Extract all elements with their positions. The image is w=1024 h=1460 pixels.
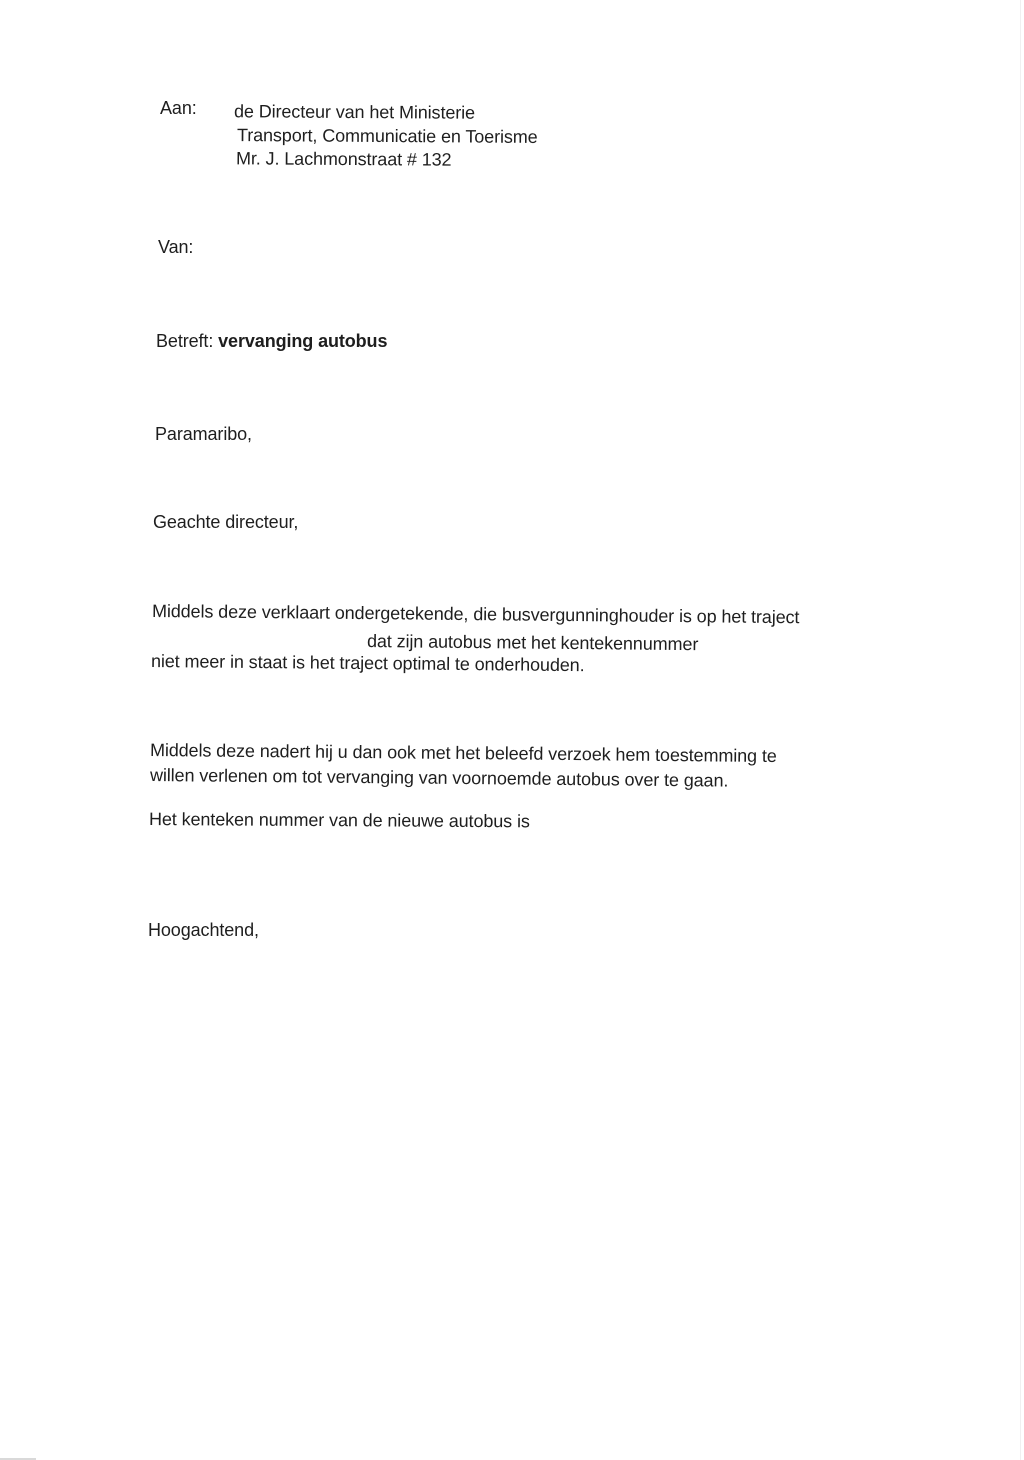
paragraph1-line3: niet meer in staat is het traject optimal te onderhouden. [150, 651, 585, 676]
paragraph2-line2: willen verlenen om tot vervanging van voornoemde autobus over te gaan. [149, 765, 729, 791]
place: Paramaribo, [155, 424, 252, 444]
paragraph2-line1: Middels deze nadert hij u dan ook met het beleefd verzoek hem toestemming te [149, 740, 777, 767]
subject-value: vervanging autobus [218, 331, 388, 351]
salutation: Geachte directeur, [153, 512, 299, 532]
to-line-director: de Directeur van het Ministerie [233, 101, 476, 123]
closing: Hoogachtend, [148, 920, 259, 940]
subject-label: Betreft: [156, 331, 214, 351]
paragraph1-line2: dat zijn autobus met het kentekennummer [366, 631, 699, 655]
to-line-address: Mr. J. Lachmonstraat # 132 [235, 148, 452, 170]
to-label: Aan: [160, 98, 197, 118]
from-label: Van: [158, 237, 194, 257]
paragraph3: Het kenteken nummer van de nieuwe autobus is [148, 809, 530, 832]
paragraph1-line1: Middels deze verklaart ondergetekende, die busvergunninghouder is op het traject [151, 601, 800, 628]
subject-line [156, 330, 387, 352]
to-line-ministry: Transport, Communicatie en Toerisme [236, 125, 538, 147]
scan-mark-right [1020, 0, 1021, 1460]
